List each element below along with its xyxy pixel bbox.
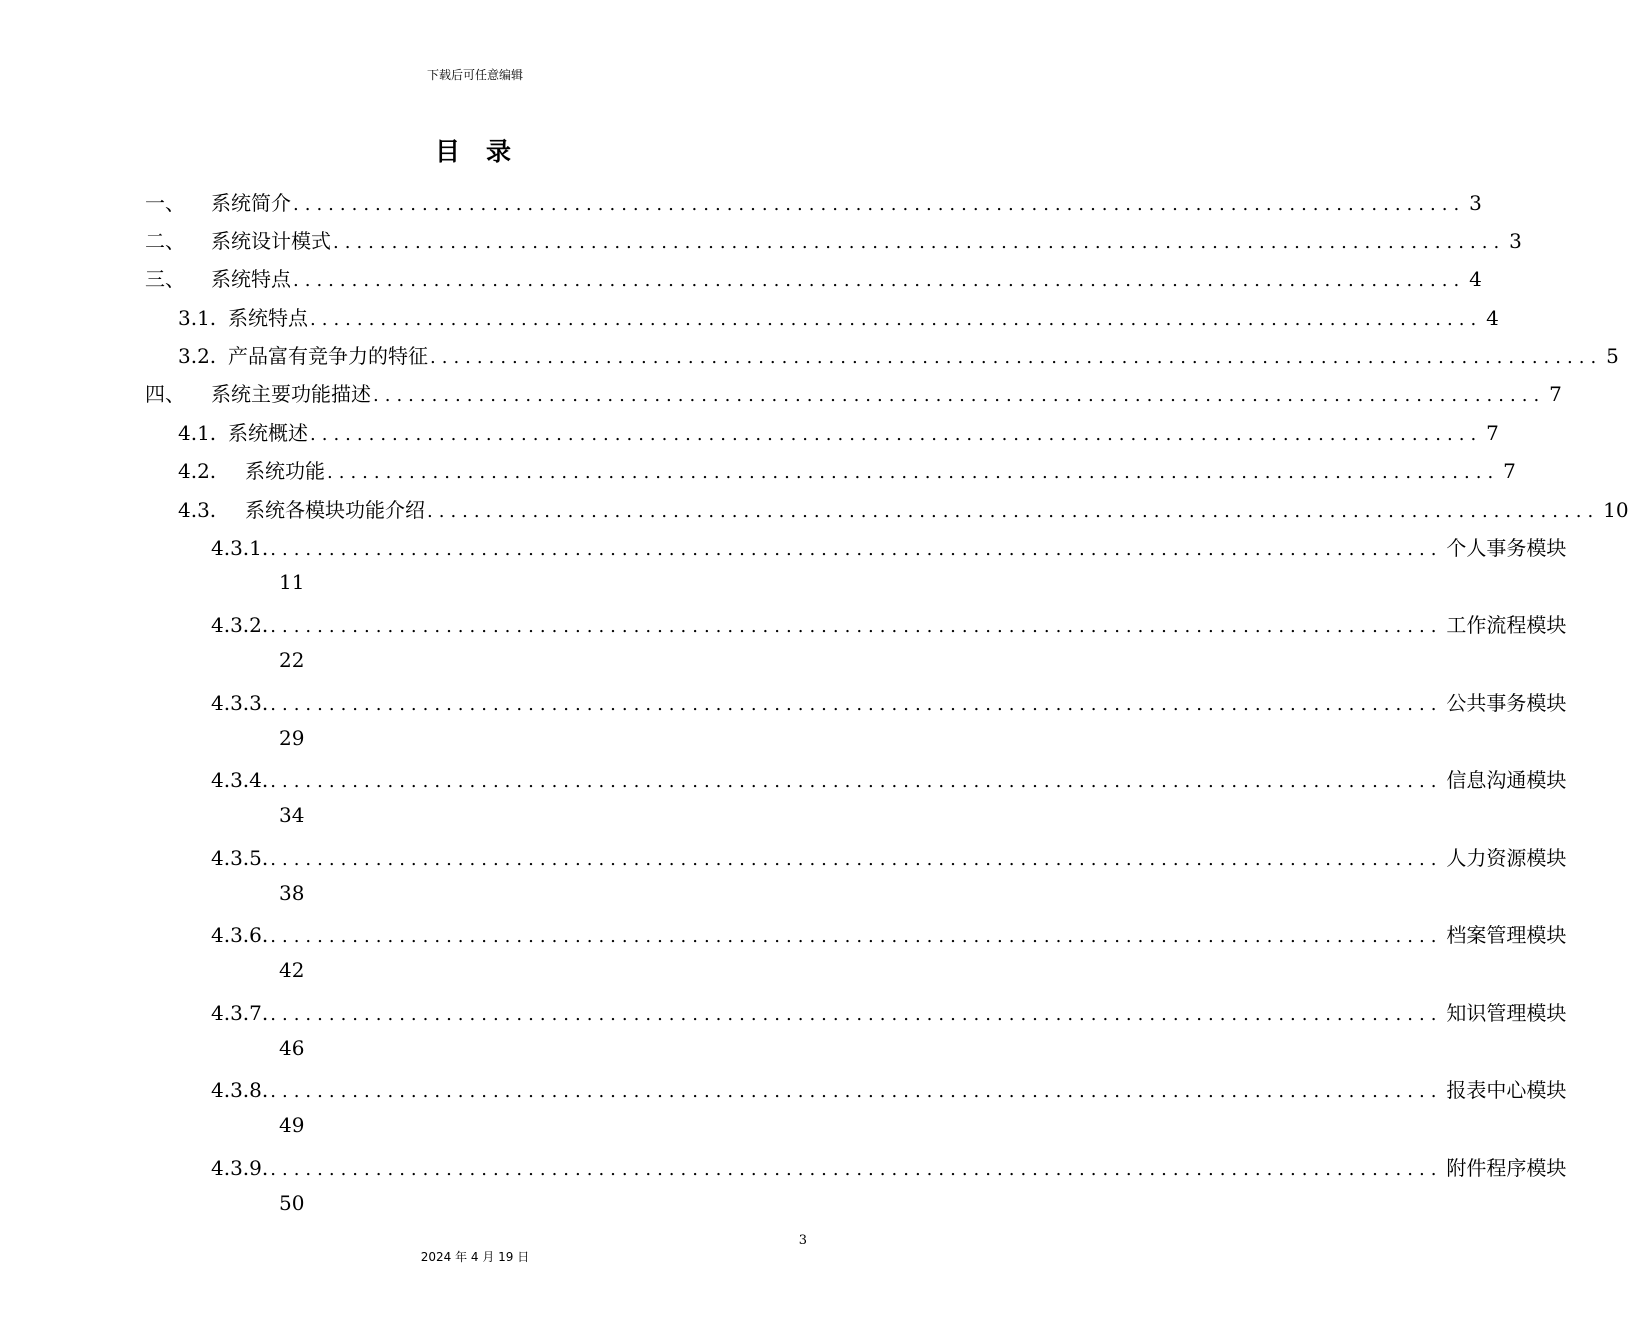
toc-entry-15[interactable] (211, 919, 1567, 949)
dot-leader: .................................................................................................... (293, 270, 1466, 291)
dot-leader: .................................................................................................... (270, 1081, 1443, 1102)
toc-entry-page: 7 (1549, 382, 1562, 406)
toc-entry-11[interactable] (211, 609, 1567, 639)
toc-entry-18[interactable] (211, 1152, 1567, 1182)
toc-entry-10[interactable] (211, 532, 1567, 562)
toc-entry-14[interactable] (211, 842, 1567, 872)
toc-entry-label: 系统功能 (245, 459, 325, 483)
toc-entry-number: 4.3.4. (211, 768, 269, 792)
toc-entry-label: 知识管理模块 (1446, 1001, 1567, 1025)
toc-entry-page: 3 (1469, 191, 1482, 215)
dot-leader: .................................................................................................... (327, 462, 1500, 483)
toc-entry-label: 系统特点 (228, 306, 308, 330)
footer-date: 2024 年 4 月 19 日 (420, 1250, 530, 1264)
toc-entry-number: 三、 (145, 267, 185, 291)
toc-entry-label: 档案管理模块 (1446, 923, 1567, 947)
toc-entry-page: 3 (1509, 229, 1522, 253)
toc-entry-label: 工作流程模块 (1446, 613, 1567, 637)
toc-entry-label: 系统特点 (211, 267, 291, 291)
dot-leader: .................................................................................................... (293, 194, 1466, 215)
toc-entry-number: 4.3. (178, 498, 217, 522)
toc-entry-page: 11 (279, 570, 305, 594)
toc-entry-page: 4 (1486, 306, 1499, 330)
toc-entry-number: 4.3.6. (211, 923, 269, 947)
dot-leader: .................................................................................................... (427, 501, 1600, 522)
toc-entry-number: 4.3.8. (211, 1078, 269, 1102)
toc-entry-5[interactable] (178, 340, 1619, 370)
toc-entry-number: 一、 (145, 191, 185, 215)
toc-entry-1[interactable] (145, 187, 1482, 217)
toc-entry-number: 4.3.2. (211, 613, 269, 637)
toc-title (0, 132, 950, 168)
toc-entry-7[interactable] (178, 417, 1499, 447)
dot-leader: .................................................................................................... (373, 385, 1546, 406)
toc-entry-label: 系统概述 (228, 421, 308, 445)
toc-entry-6[interactable] (145, 378, 1562, 408)
toc-entry-page: 5 (1606, 344, 1619, 368)
toc-entry-label: 系统主要功能描述 (211, 382, 371, 406)
toc-entry-number: 4.3.1. (211, 536, 269, 560)
dot-leader: .................................................................................................... (270, 926, 1443, 947)
toc-entry-number: 4.3.9. (211, 1156, 269, 1180)
dot-leader: .................................................................................................... (310, 309, 1483, 330)
toc-entry-label: 附件程序模块 (1446, 1156, 1567, 1180)
toc-title-right: 录 (486, 137, 516, 166)
toc-entry-number: 四、 (145, 382, 185, 406)
toc-entry-page: 10 (1603, 498, 1629, 522)
toc-entry-number: 3.2. (178, 344, 217, 368)
dot-leader: .................................................................................................... (270, 1004, 1443, 1025)
toc-entry-number: 二、 (145, 229, 185, 253)
toc-entry-12[interactable] (211, 687, 1567, 717)
toc-entry-label: 报表中心模块 (1446, 1078, 1567, 1102)
toc-title-left: 目 (434, 137, 464, 166)
dot-leader: .................................................................................................... (270, 771, 1443, 792)
dot-leader: .................................................................................................... (270, 616, 1443, 637)
toc-entry-page: 34 (279, 803, 305, 827)
header-note: 下载后可任意编辑 (426, 68, 523, 82)
dot-leader: .................................................................................................... (430, 347, 1603, 368)
toc-entry-2[interactable] (145, 225, 1522, 255)
toc-entry-number: 4.3.3. (211, 691, 269, 715)
toc-entry-label: 系统各模块功能介绍 (245, 498, 425, 522)
dot-leader: .................................................................................................... (270, 539, 1443, 560)
dot-leader: .................................................................................................... (333, 232, 1506, 253)
toc-entry-page: 38 (279, 881, 305, 905)
toc-entry-page: 46 (279, 1036, 305, 1060)
toc-entry-page: 49 (279, 1113, 305, 1137)
dot-leader: .................................................................................................... (310, 424, 1483, 445)
toc-entry-label: 系统设计模式 (211, 229, 331, 253)
toc-entry-number: 4.2. (178, 459, 217, 483)
page-number: 3 (798, 1233, 807, 1248)
toc-entry-8[interactable] (178, 455, 1516, 485)
toc-entry-page: 7 (1503, 459, 1516, 483)
dot-leader: .................................................................................................... (270, 1159, 1443, 1180)
toc-entry-number: 3.1. (178, 306, 217, 330)
toc-entry-page: 7 (1486, 421, 1499, 445)
dot-leader: .................................................................................................... (270, 694, 1443, 715)
toc-entry-4[interactable] (178, 302, 1499, 332)
toc-entry-page: 50 (279, 1191, 305, 1215)
toc-entry-17[interactable] (211, 1074, 1567, 1104)
toc-entry-page: 4 (1469, 267, 1482, 291)
toc-entry-number: 4.3.5. (211, 846, 269, 870)
toc-entry-page: 42 (279, 958, 305, 982)
toc-entry-label: 信息沟通模块 (1446, 768, 1567, 792)
toc-entry-label: 公共事务模块 (1446, 691, 1567, 715)
toc-entry-3[interactable] (145, 263, 1482, 293)
toc-entry-16[interactable] (211, 997, 1567, 1027)
toc-entry-9[interactable] (178, 494, 1629, 524)
toc-entry-number: 4.1. (178, 421, 217, 445)
toc-entry-label: 人力资源模块 (1446, 846, 1567, 870)
toc-entry-label: 系统简介 (211, 191, 291, 215)
toc-entry-13[interactable] (211, 764, 1567, 794)
toc-entry-label: 产品富有竞争力的特征 (228, 344, 428, 368)
dot-leader: .................................................................................................... (270, 849, 1443, 870)
toc-entry-page: 22 (279, 648, 305, 672)
toc-entry-number: 4.3.7. (211, 1001, 269, 1025)
toc-entry-label: 个人事务模块 (1446, 536, 1567, 560)
toc-entry-page: 29 (279, 726, 305, 750)
